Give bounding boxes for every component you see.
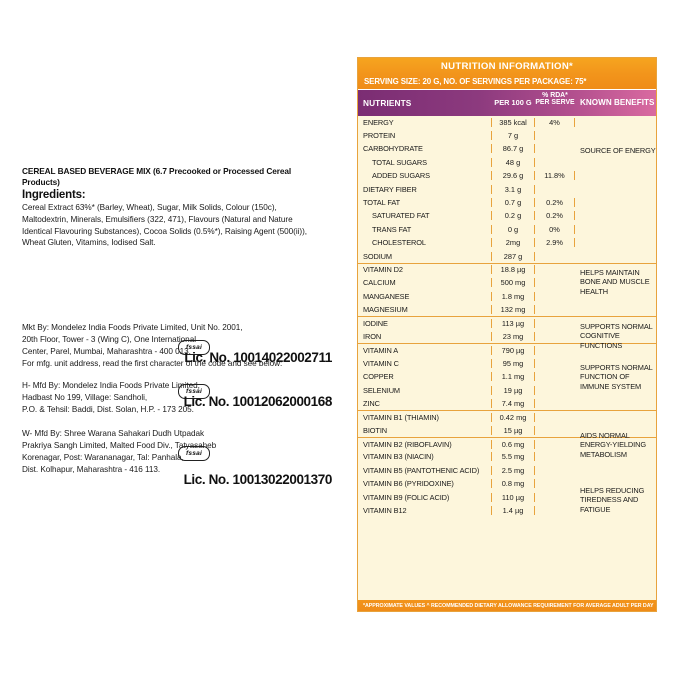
- nutrient-name: SODIUM: [363, 251, 392, 261]
- nutrition-row: [358, 490, 656, 503]
- nutrient-name: SATURATED FAT: [372, 211, 430, 221]
- nutrient-name: VITAMIN C: [363, 358, 399, 368]
- marketer-address-line-2: 20th Floor, Tower - 3 (Wing C), One International: [22, 334, 196, 344]
- benefit-text: SUPPORTS NORMAL COGNITIVE FUNCTIONS: [580, 321, 653, 350]
- nutrition-row: [358, 156, 656, 169]
- nutrient-name: VITAMIN B6 (PYRIDOXINE): [363, 479, 454, 489]
- nutrient-name: TOTAL SUGARS: [372, 157, 427, 167]
- nutrient-value-per-100g: 23 mg: [491, 332, 535, 341]
- nutrient-value-per-100g: 3.1 g: [491, 185, 535, 194]
- nutrition-row: [358, 142, 656, 155]
- nutrient-rda-per-serve: 11.8%: [535, 171, 575, 180]
- nutrient-name: ADDED SUGARS: [372, 171, 430, 181]
- nutrition-row: [358, 263, 656, 276]
- nutrition-title: NUTRITION INFORMATION*: [358, 58, 656, 75]
- nutrient-name: MAGNESIUM: [363, 305, 408, 315]
- nutrient-value-per-100g: 110 µg: [491, 493, 535, 502]
- mfg-w-address-line-4: Dist. Kolhapur, Maharashtra - 416 113.: [22, 464, 161, 474]
- nutrition-row: [358, 182, 656, 195]
- nutrient-name: TOTAL FAT: [363, 198, 401, 208]
- nutrient-value-per-100g: 287 g: [491, 252, 535, 261]
- nutrient-name: ENERGY: [363, 117, 394, 127]
- rda-label-line2: PER SERVE: [535, 99, 575, 107]
- product-category-line: CEREAL BASED BEVERAGE MIX (6.7 Precooked or Processed Cereal Products): [22, 166, 292, 187]
- benefit-text: HELPS MAINTAIN BONE AND MUSCLE HEALTH: [580, 267, 650, 296]
- column-header-rda-per-serve: [535, 90, 575, 116]
- nutrition-row: [358, 330, 656, 343]
- nutrition-row: [358, 450, 656, 463]
- nutrition-row: [358, 397, 656, 410]
- nutrient-rda-per-serve: 0.2%: [535, 198, 575, 207]
- nutrient-name: CALCIUM: [363, 278, 396, 288]
- nutrient-name: IODINE: [363, 319, 388, 329]
- nutrient-value-per-100g: 29.6 g: [491, 171, 535, 180]
- nutrition-row: [358, 343, 656, 356]
- nutrient-name: TRANS FAT: [372, 224, 412, 234]
- nutrient-name: IRON: [363, 331, 382, 341]
- nutrient-name: VITAMIN B3 (NIACIN): [363, 452, 434, 462]
- nutrition-row: [358, 477, 656, 490]
- nutrition-row: [358, 209, 656, 222]
- nutrition-row: [358, 169, 656, 182]
- marketer-address-line-3: Center, Parel, Mumbai, Maharashtra - 400 013.: [22, 346, 191, 356]
- nutrient-value-per-100g: 5.5 mg: [491, 452, 535, 461]
- nutrition-footnote: *APPROXIMATE VALUES ^ RECOMMENDED DIETARY ALLOWANCE REQUIREMENT FOR AVERAGE ADULT PER DAY: [358, 600, 656, 611]
- nutrient-value-per-100g: 0 g: [491, 225, 535, 234]
- nutrient-name: VITAMIN B1 (THIAMIN): [363, 412, 439, 422]
- nutrient-rda-per-serve: 0%: [535, 225, 575, 234]
- nutrient-value-per-100g: 18.8 µg: [491, 265, 535, 274]
- fssai-logo-icon-2: fssai: [178, 384, 210, 399]
- manufacturer-block: [22, 322, 332, 487]
- fssai-logo-icon: fssai: [178, 340, 210, 355]
- nutrition-row: [358, 236, 656, 249]
- nutrient-value-per-100g: 2.5 mg: [491, 466, 535, 475]
- benefit-text: HELPS REDUCING TIREDNESS AND FATIGUE: [580, 485, 645, 514]
- fssai-logo-icon-3: fssai: [178, 446, 210, 461]
- nutrition-row: [358, 410, 656, 423]
- nutrient-value-per-100g: 7 g: [491, 131, 535, 140]
- column-header-nutrients: NUTRIENTS: [363, 97, 412, 108]
- nutrient-name: VITAMIN B12: [363, 506, 407, 516]
- nutrition-row: [358, 290, 656, 303]
- nutrient-rda-per-serve: 2.9%: [535, 238, 575, 247]
- ingredients-heading: Ingredients:: [22, 189, 86, 202]
- nutrition-row: [358, 437, 656, 450]
- mfg-w-address-line-2: Prakriya Sangh Limited, Malted Food Div., Tatyasaheb: [22, 440, 217, 450]
- nutrition-row: [358, 129, 656, 142]
- nutrition-row: [358, 357, 656, 370]
- nutrient-name: BIOTIN: [363, 425, 388, 435]
- nutrient-value-per-100g: 2mg: [491, 238, 535, 247]
- nutrition-row: [358, 464, 656, 477]
- license-number-3: Lic. No. 10013022001370: [183, 471, 332, 487]
- nutrition-row: [358, 504, 656, 517]
- nutrient-name: CARBOHYDRATE: [363, 144, 423, 154]
- nutrient-name: ZINC: [363, 398, 380, 408]
- ingredients-block: [22, 166, 322, 249]
- license-number-2: Lic. No. 10012062000168: [183, 393, 332, 409]
- nutrient-value-per-100g: 1.8 mg: [491, 292, 535, 301]
- nutrition-column-headers: [358, 90, 656, 116]
- nutrition-row: [358, 276, 656, 289]
- nutrient-value-per-100g: 132 mg: [491, 305, 535, 314]
- nutrient-name: COPPER: [363, 372, 394, 382]
- nutrient-value-per-100g: 1.4 µg: [491, 506, 535, 515]
- nutrition-information-table: [357, 57, 657, 612]
- nutrition-rows-container: [358, 116, 656, 518]
- nutrient-value-per-100g: 790 µg: [491, 346, 535, 355]
- column-header-known-benefits: KNOWN BENEFITS: [580, 97, 655, 107]
- nutrition-row: [358, 116, 656, 129]
- nutrient-name: VITAMIN D2: [363, 265, 403, 275]
- nutrient-name: CHOLESTEROL: [372, 238, 426, 248]
- code-instruction-line: For mfg. unit address, read the first character of the code and see below:: [22, 358, 283, 368]
- nutrition-row: [358, 196, 656, 209]
- nutrient-rda-per-serve: 4%: [535, 118, 575, 127]
- nutrient-value-per-100g: 113 µg: [491, 319, 535, 328]
- nutrient-name: PROTEIN: [363, 131, 396, 141]
- nutrient-name: SELENIUM: [363, 385, 400, 395]
- license-number-1: Lic. No. 10014022002711: [184, 349, 332, 365]
- nutrient-name: VITAMIN B2 (RIBOFLAVIN): [363, 439, 452, 449]
- nutrient-value-per-100g: 1.1 mg: [491, 372, 535, 381]
- nutrient-value-per-100g: 7.4 mg: [491, 399, 535, 408]
- column-header-per-100g: PER 100 G: [494, 97, 532, 107]
- mfg-w-address-line-3: Korenagar, Post: Warananagar, Tal: Panhala,: [22, 452, 184, 462]
- nutrient-name: VITAMIN B9 (FOLIC ACID): [363, 492, 450, 502]
- nutrient-value-per-100g: 0.42 mg: [491, 413, 535, 422]
- nutrient-value-per-100g: 0.7 g: [491, 198, 535, 207]
- nutrient-value-per-100g: 0.6 mg: [491, 440, 535, 449]
- nutrition-row: [358, 383, 656, 396]
- nutrition-row: [358, 249, 656, 262]
- marketer-address-line-1: Mkt By: Mondelez India Foods Private Limited, Unit No. 2001,: [22, 323, 243, 332]
- nutrient-value-per-100g: 86.7 g: [491, 144, 535, 153]
- mfg-w-address-line-1: W- Mfd By: Shree Warana Sahakari Dudh Utpadak: [22, 428, 205, 438]
- nutrient-name: MANGANESE: [363, 291, 410, 301]
- nutrition-row: [358, 423, 656, 436]
- benefit-text: AIDS NORMAL ENERGY-YIELDING METABOLISM: [580, 430, 646, 459]
- nutrient-value-per-100g: 385 kcal: [491, 118, 535, 127]
- ingredients-text: Cereal Extract 63%* (Barley, Wheat), Sugar, Milk Solids, Colour (150c), Maltodextrin, Minerals, Emulsifiers (322, 471), Flavours (Natural and Nature Identical Flavouring Substances), Cocoa Solids (0.5%*), Raising Agent (500(ii)), Wheat Gluten, Vitamins, Iodised Salt.: [22, 203, 307, 248]
- nutrient-value-per-100g: 0.2 g: [491, 211, 535, 220]
- mfg-h-address-line-1: H- Mfd By: Mondelez India Foods Private Limited,: [22, 380, 200, 390]
- nutrition-row: [358, 223, 656, 236]
- nutrient-value-per-100g: 15 µg: [491, 426, 535, 435]
- nutrient-name: VITAMIN A: [363, 345, 399, 355]
- serving-size-line: SERVING SIZE: 20 G, NO. OF SERVINGS PER PACKAGE: 75*: [358, 75, 656, 90]
- nutrient-name: DIETARY FIBER: [363, 184, 417, 194]
- nutrient-value-per-100g: 48 g: [491, 158, 535, 167]
- mfg-h-address-line-3: P.O. & Tehsil: Baddi, Dist. Solan, H.P. - 173 205.: [22, 404, 194, 414]
- nutrition-row: [358, 370, 656, 383]
- nutrient-value-per-100g: 19 µg: [491, 386, 535, 395]
- nutrition-row: [358, 316, 656, 329]
- nutrient-value-per-100g: 95 mg: [491, 359, 535, 368]
- nutrient-rda-per-serve: 0.2%: [535, 211, 575, 220]
- nutrient-name: VITAMIN B5 (PANTOTHENIC ACID): [363, 465, 480, 475]
- nutrient-value-per-100g: 0.8 mg: [491, 479, 535, 488]
- nutrient-value-per-100g: 500 mg: [491, 278, 535, 287]
- benefit-text: SOURCE OF ENERGY: [580, 145, 656, 155]
- mfg-h-address-line-2: Hadbast No 199, Village: Sandholi,: [22, 392, 148, 402]
- benefit-text: SUPPORTS NORMAL FUNCTION OF IMMUNE SYSTEM: [580, 362, 653, 391]
- nutrition-row: [358, 303, 656, 316]
- rda-label-line1: % RDA*: [542, 91, 568, 99]
